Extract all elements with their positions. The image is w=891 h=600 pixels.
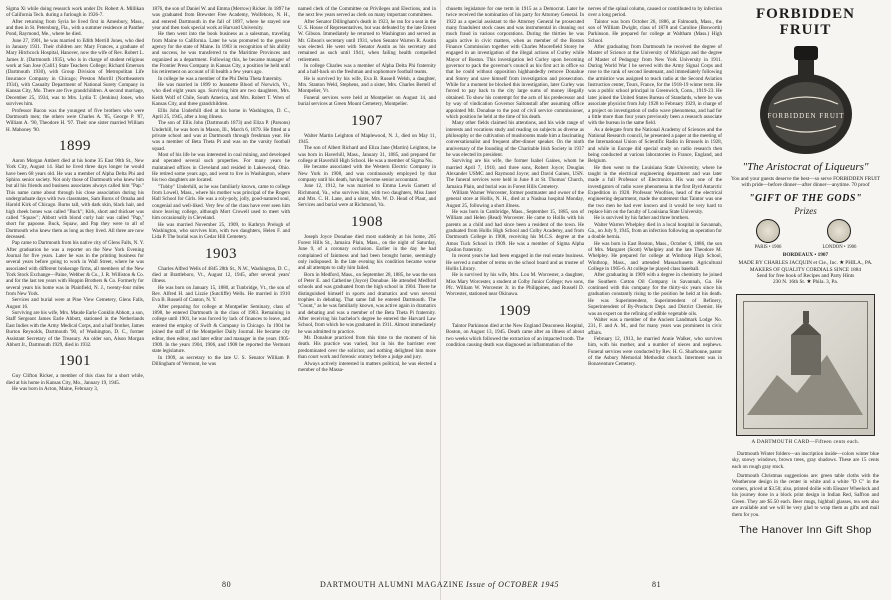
dartmouth-card-image	[736, 294, 875, 436]
paragraph: As a delegate from the National Academy of Sciences and the National Research council, he presented a paper at the meeting of the International Union of Scientific Radio in Brussels in 1928, and while in Europe did special study on radio research then being conducted at various laboratories in France, England, and Belgium.	[588, 126, 722, 165]
paragraph: Surviving are his wife, the former Isabel Gaines, whom he married April 7, 1910, and three sons, Robert Joyce; Douglas Alexander USMC and Raymond Joyce; and David Gaines, USN. The funeral services were held in June 8 at St. Thomas' Church, Jamaica Plain, and burial was in Forest Hills Cemetery.	[446, 158, 584, 190]
paragraph: "Tubby" Underhill, as he was familiarly known, came to college from Lowell, Mass., where his mother was principal of the Rogers Hall School for Girls. He was a roly-poly, jolly, good-natured soul, congenial and well-liked. Very few of the class have ever seen him since leaving college, although Mort Crowell used to meet with him occasionally in Cleveland.	[152, 183, 290, 222]
paragraph: He was married in 1899 to Jeannette Blood of Norwich, Vt., who died eight years ago. Surviving him are two daughters, Mrs. Keith Wolf of Chile, South America, and Mrs. Robert T. Wren of Kansas City, and three grandchildren.	[152, 82, 290, 108]
ad-maker-line: MAKERS OF QUALITY CORDIALS SINCE 1884	[749, 266, 862, 273]
paragraph: He was born in Acton, Maine, February 3,	[12, 385, 99, 392]
ad-prizes-heading: Prizes	[794, 205, 817, 216]
paragraph: June 27, 1901, he was married to Edith Merrill Jones, who died in January 1931. Their children are: Mary Frances, a graduate of Mary Hitchcock Hospital, Hanover, now the wife of Rev. Robert L. James Jr. (Dartmouth 1935), who is in charge of student religious work at San Jose (Calif.) State Teachers College; Richard Emerson (Dartmouth 1930), with Group Division of Metropolitan Life Insurance Company in Chicago; Preston Morrill (Northeastern 1934), with Casualty Department of National Surety Company in Kansas City, Mo. There are five grandchildren. A second marriage, December 25, 1934, was to Mrs. Lydia T. (Jenkins) Jones, who survives him.	[6, 37, 144, 108]
paragraph: The son of Albert Richard and Eliza Jane (Martin) Leighton, he was born in Haverhill, Mass., January 31, 1885, and prepared for college at Haverhill High School. He was a member of Sigma Nu.	[298, 145, 436, 164]
obituary-entry: Charles Alfred Wells of 4845 28th St., N.W., Washington, D. C., died at Brattleboro, Vt., August 12, 1945, after several years' illness.	[152, 265, 290, 285]
paragraph: After Senator Dillingham's death in 1923, he ran for a seat in the U. S. House of Representatives, but was defeated by the late Ernest W. Gibson. Immediately he returned to Washington and served as Mr. Gibson's secretary until 1931, when Senator Warren R. Austin was elected. He went with Senator Austin as his secretary and remained as such until 1941, when failing health compelled retirement.	[298, 18, 436, 63]
class-year-heading: 1909	[499, 302, 531, 319]
paragraph: chusetts legislature for one term in 1915 as a Democrat. Later he twice received the nomination of his party for Attorney General. In 1922 as a special assistant to the Attorney General he prosecuted many fraudulent stock cases and was instrumental in cleaning out much fraud in various corporations. During the thirties he was again active in civic matters, when as member of the Boston Finance Commission together with Charles Moorefield Storey he engaged in an investigation of the illegal actions of Curley while Mayor of Boston. This investigation led Curley upon becoming governor to pack the governor's council as his first act in office so that he could without opposition highhandedly remove Donahue and Storey and save himself from investigation and prosecution. While for a moment he blocked this investigation, later Curley was forced to pay back to the city large sums of money illegally obtained. To show his contempt for the acts of his predecessor and by way of vindication Governor Saltonstall after assuming office appointed Mr. Donahue to the post of civil service commissioner, which position he held at the time of his death.	[446, 6, 584, 120]
medal	[755, 219, 782, 250]
class-year-heading: 1899	[59, 137, 91, 154]
paragraph: In college Charles was a member of Alpha Delta Phi fraternity and a half-back on the freshman and sophomore football teams.	[298, 63, 436, 76]
paragraph: February 12, 1913, he married Annie Walker, who survives him, with his mother, and a number of nieces and nephews. Funeral services were conducted by Rev. H. G. Sharbonne, pastor of the Asbury Memorial Methodist church. Interment was in Bonaventure Cemetery.	[588, 335, 722, 368]
paragraph: Sigma Xi while doing research work under Dr. Robert A. Millikan of California Tech. during a furlough in 1926-7.	[6, 6, 144, 19]
column-page80-middle	[152, 6, 290, 576]
paragraph: He is survived by his wife, Mrs. Lou M. Worcester, a daughter, Miss Mary Worcester, a student at Colby Junior College; two sons, Pfc. William W. Worcester Jr. in the Philippines, and Russell D. Worcester, stationed near Okinawa.	[446, 272, 584, 298]
magazine-name: DARTMOUTH ALUMNI MAGAZINE	[320, 580, 464, 589]
class-year-heading: 1903	[205, 245, 237, 262]
paragraph: Services and burial were at Pine View Cemetery, Glens Falls, August 16.	[6, 297, 144, 310]
column-page80-right	[298, 6, 436, 576]
paragraph: Always actively interested in matters political, he was elected a member of the Massa-	[298, 360, 436, 373]
paragraph: In 1909, as secretary to the late U. S. Senator William P. Dillingham of Vermont, he was	[152, 354, 290, 367]
paragraph: Many other fields claimed his attentions, and his wide range of interests and vocations study and reading on subjects as diverse as philosophy or the cultivation of mushrooms made him a fascinating conversationalist and frequent after-dinner speaker. On the ninth anniversary of the founding of the Charitable Irish Society in 1937 he was elected its president.	[446, 120, 584, 158]
paragraph: After graduating in 1909 with a degree in chemistry he joined the Southern Cotton Oil Company in Savannah, Ga. He continued with this company for the thirty-six years since his graduation constantly rising to the position he held at his death. He was Superintendent, Superintendent of Refinery, Superintendent of By-Products Dept. and District Chemist. He was an expert on the refining of edible vegetable oils.	[588, 272, 722, 317]
obituary-entry: Guy Clifton Ricker, a member of this class for a short while, died at his home in Kansas City, Mo., January 19, 1945.	[6, 373, 144, 386]
paragraph: Taintor was born October 26, 1886, at Falmouth, Mass., the son of William Dwight, class of 1878 and Caroline (Bosworth) Parkinson. He prepared for college at Waltham (Mass.) High School.	[588, 18, 722, 44]
obituary-entry: Walter Martin Leighton of Maplewood, N. J., died on May 11, 1945.	[298, 132, 436, 145]
liqueur-bottle-icon	[746, 42, 866, 157]
paragraph: He was born in Cambridge, Mass., September 15, 1885, son of William and Helen (Read) Worcester. He came to Hollis with his parents as a child and had since been a resident of the town. He graduated from Hollis High School and Colby Academy, and from Dartmouth College in 1908, receiving his M.C.S. degree at the Amos Tuck School in 1909. He was a member of Sigma Alpha Epsilon fraternity.	[446, 209, 584, 254]
page-number-right: 81	[652, 580, 662, 589]
ad-serve-text: You and your guests deserve the best—so serve FORBIDDEN FRUIT with pride—before dinner—after dinner—anytime. 70 proof	[730, 176, 881, 189]
medal-row	[734, 219, 877, 250]
bottle-label-text: FORBIDDEN FRUIT	[766, 112, 845, 120]
paragraph: Dartmouth Winter folders—an inscription inside—colors winter blue sky, snowy windows, brown trees, gray shadows. These are 15 cents each on rough gray stock.	[732, 450, 879, 470]
ad-title: FORBIDDEN FRUIT	[755, 6, 855, 38]
medal-icon	[756, 219, 780, 243]
ad-maker-line: Send for free book of Recipes and Party Hints	[756, 273, 855, 280]
paragraph: Mr. Donahue practiced from this time to the moment of his death. His practice was varied, but in his the barrister ever predominated over the solicitor, and nothing delighted him more than court work and forensic oratory before a judge and jury.	[298, 335, 436, 361]
paragraph: After preparing for college at Montpelier Seminary, class of 1898, he entered Dartmouth in the class of 1903. Remaining in college until 1901, he was forced by lack of finances to leave, and entered the employ of Swift & Company in Chicago. In 1904 he joined the staff of the Montpelier Daily Journal. He became city editor, then editor, and later editor and manager in the years 1905-1909. In the years 1904, 1906, and 1908 he reported the Vermont state legislature.	[152, 303, 290, 355]
page-number-left: 80	[222, 580, 232, 589]
gift-shop-name: The Hanover Inn Gift Shop	[739, 523, 872, 536]
paragraph: The son of Ellis John (Dartmouth 1873) and Eliza P. (Parsons) Underhill, he was born in Mason, Ill., March 6, 1879. He fitted at a private school and was at Dartmouth through freshman year. He was a member of Beta Theta Pi and was on the varsity football squad.	[152, 120, 290, 152]
class-year-heading: 1908	[351, 213, 383, 230]
ad-gift-heading: "GIFT OF THE GODS"	[749, 192, 862, 204]
class-year-heading: 1901	[59, 353, 91, 370]
medal-label: LONDON • 1906	[822, 244, 857, 250]
medal	[822, 219, 856, 250]
ad-tagline: "The Aristocrat of Liqueurs"	[742, 161, 869, 173]
paragraph: He was born in East Boston, Mass., October 6, 1886, the son of Mrs. Margaret (Scott) Whelpley and the late Theodore M. Whelpley. He prepared for college at Winthrop High School, Winthrop, Mass., and attended Massachusetts Agricultural College in 1905-6. At college he played class baseball.	[588, 240, 722, 273]
paragraph: In recent years he had been engaged in the real estate business. He served a number of terms on the school board and as trustee of Hollis Library.	[446, 253, 584, 273]
paragraph: Funeral services were held at Montpelier on August 14, and burial services at Green Mount Cemetery, Montpelier.	[298, 94, 436, 108]
column-page81-middle	[588, 6, 722, 576]
gift-shop-copy	[732, 451, 879, 518]
obituary-entry: Walter Warren Whelpley died in a local hospital in Savannah, Ga., on July 9, 1945, from an infection following an operation for a double hernia.	[588, 221, 722, 241]
column-page81-left	[446, 6, 584, 576]
paragraph: Born in Medford, Mass., on September 28, 1885, he was the son of Peter E. and Catherine (Joyce) Donahue. He attended Medford schools and was graduated from the high school in 1904. There he distinguished himself in sports and dramatics and won several trophies in debating. That same fall he entered Dartmouth. The "Count," as he was familiarly known, was active again in dramatics and debating and was a member of the Beta Theta Pi fraternity. After receiving his bachelor's degree he entered the Harvard Law School, from which he was graduated in 1911. Almost immediately he was admitted to practice.	[298, 271, 436, 335]
paragraph: After graduating from Dartmouth he received the degree of Master of Science at the University of Michigan and the degree of Master of Pedagogy from New York University in 1911. During World War I he served with the Army Signal Corps and rose to the rank of second lieutenant, and immediately following the armistice was assigned to teach radio at the Second Aviation Instruction center, Tours, France, for the 1918-19 winter term. He was a public school principal in Greenwich, Conn., 1919-23. He later joined the United States Bureau of Standards, where he was associate physicist from July 1928 to February 1929, in charge of a project on investigation of radio wave phenomena, and had for a little more than four years previously been a research associate with the bureau in the same field.	[588, 44, 722, 127]
card-caption: A DARTMOUTH CARD—Fifteen cents each.	[751, 438, 860, 445]
obituary-entry: Ellis John Underhill died at his home in Washington, D. C., April 25, 1945, after a long illness.	[152, 107, 290, 120]
paragraph: 1876, the son of Daniel W. and Emma (Merrow) Ricker. In 1897 he was graduated from Brewster Free Academy, Wolfeboro, N. H., and entered Dartmouth in the fall of 1897, where he stayed one year and then took special work at Harvard University.	[152, 6, 290, 32]
paragraph: Most of his life he was interested in coal mining, and developed and operated several such properties. For many years he maintained offices in Cleveland and resided in Lakewood, Ohio. He retired some years ago, and went to live in Washington, where his two daughters are located.	[152, 151, 290, 184]
paragraph: Surviving are his wife, Mrs. Maude Earle Conklin Abbott, a son, Staff Sergeant James Earle Abbott, stationed in the Netherlands East Indies with the Army Medical Corps, and a half brother, James Burton Reynolds, Dartmouth '90, of Washington, D. C., former Assistant Secretary of the Treasury. An older son, Alson Morgan Abbott Jr., Dartmouth 1929, died in 1932.	[6, 310, 144, 348]
paragraph: Pap came to Dartmouth from his native city of Glens Falls, N. Y. After graduation he was a reporter on the New York Evening Journal for five years. Later he was in the printing business for several years before going to work in Wall Street, where he was associated with different brokerage firms, all members of the New York Stock Exchange—Paine, Webber & Co., J. R. Williston & Co. and for the last ten years with Hoppin Brothers & Co. Formerly for several years his home was in Plainfield, N. J., twenty-four miles from New York.	[6, 240, 144, 298]
forbidden-fruit-advertisement	[728, 6, 883, 594]
class-year-heading: 1907	[351, 112, 383, 129]
paragraph: nerves of the spinal column, caused or contributed to by infection over a long period.	[588, 6, 722, 19]
obituary-entry: William Warner Worcester, former postmaster and owner of the general store at Hollis, N. H., died at a Nashua hospital Monday, August 25, following a short illness.	[446, 189, 584, 209]
paragraph: He then went into the book business as a salesman, traveling from Maine to California. Later he was promoted to the general agency for the state of Maine. In 1903 in recognition of his ability and success, he was transferred to the Maritime Provinces and organized as a department. Following this, he became manager of the Frontier Press Company in Kansas City, a position he held until his retirement on account of ill health a few years ago.	[152, 31, 290, 76]
paragraph: Walter was a member of the Ancient Landmark Lodge No. 231, F. and A. M., and for many years was prominent in civic affairs.	[588, 316, 722, 336]
ad-maker-line: 230 N. 16th St. ★ Phila. 3, Pa.	[772, 279, 839, 286]
medal-label: PARIS • 1906	[754, 244, 782, 250]
paragraph: Professor Bacon was the youngest of five brothers who were Dartmouth men; the others were Charles A. '85, George P. '87, William A. '90, Theodore H. '97. Their one sister married William H. Mahoney '90.	[6, 107, 144, 133]
paragraph: June 12, 1912, he was married to Emma Lewis Garnett of Richmond, Va., who survives him, with two daughters, Miss Janet and Mrs. C. H. Lane, and a sister, Mrs. W. D. Head of Plaut, and Services and burial were at Richmond, Va.	[298, 183, 436, 209]
obituary-entry: Aaron Morgan Ambert died at his home 35 East 90th St., New York City, August 14. Had he lived three days longer he would have been 68 years old. He was a member of Alpha Delta Phi and Sphinx senior society. Not only those of Dartmouth who knew him but all his friends and business associates always called him "Pap." This name came about through his close association during his undergraduate days with two classmates, Sam Burns of Omaha and Harold Kirk of Chicago. Burns tall, with dark skin, black hair, and high cheek bones was called "Buck"; Kirk, short and thickset was called "Squaw"; Abbott with blond curly hair was called "Pap," short for papoose. Buck, Squaw, and Pap they were to all of Dartmouth who knew them as long as they lived. All three are now deceased.	[6, 157, 144, 240]
medal-icon	[827, 219, 851, 243]
page-gutter	[440, 0, 441, 600]
paragraph: He is survived by his wife, Eva B. Russell Welsh, a daughter, Mrs. Stanton Weld, Stephens, and a sister, Mrs. Charles Bertell of Montpelier, Vt.	[298, 75, 436, 95]
paragraph: After returning from Syria he lived first in Amesbury, Mass., and then in St. Petersburg, Fla., with a summer residence at Panther Pond, Raymond, Me., where he died.	[6, 18, 144, 38]
paragraph: He was born on January 15, 1880, at Tunbridge, Vt., the son of Rev. Alfred H. and Lizzie (Sutcliffe) Wells. He married in 1910 Eva B. Russell of Canton, N. Y.	[152, 284, 290, 304]
paragraph: In college he was a member of the Phi Delta Theta fraternity.	[158, 75, 283, 82]
column-page80-left	[6, 6, 144, 576]
paragraph: He became associated with the Western Electric Company in New York in 1908, and was continuously employed by that company until his death, having become senior accountant.	[298, 164, 436, 183]
obituary-entry: Joseph Joyce Donahue died most suddenly at his home, 205 Forest Hills St., Jamaica Plain, Mass., on the night of Saturday, June 9, of a coronary occlusion. Earlier in the day he had complained of faintness and had been brought home, seemingly only indisposed. In the late evening his condition became worse and all attempts to rally him failed.	[298, 233, 436, 272]
paragraph: named clerk of the Committee on Privileges and Elections, and in the next few years served as clerk on many important committees.	[298, 6, 436, 19]
ad-maker-line: MADE BY CHARLES JACQUIN et Cie., Inc. ★ PHILA., PA.	[738, 260, 873, 267]
ad-bordeaux: BORDEAUX • 1907	[782, 251, 829, 258]
issue-date: Issue of OCTOBER 1945	[466, 580, 560, 589]
paragraph: He was married November 25, 1909, to Kathryn Prelogh of Washington, who survives him, with two daughters, Helen F. and Lida P. The burial was in Cedar Hill Cemetery.	[152, 221, 290, 241]
paragraph: Dartmouth Christmas suggestions are: green table cloths with the Weatherone design in the center in white and a white "D C" in the corners, priced at $3.50; also, printed doilie with Eleazer Wheelock and his journey done in a block print design in Indian Red, Saffron and Green. They are $5.50 each. Beer mugs, highball glasses, tea sets also are available and we will be very glad to wrap them as gifts and mail them for you.	[732, 473, 879, 518]
obituary-entry: Taintor Parkinson died at the New England Deaconess Hospital, Boston, on August 13, 1945. Death came after an illness of about two weeks which followed the extraction of an impacted tooth. The condition causing death was diagnosed as inflammation of the	[446, 322, 584, 348]
paragraph: He is survived by his father and three brothers.	[594, 215, 690, 222]
paragraph: He then went to the Louisiana State University, where he taught in the electrical engineering department and was later made a full Professor of Electronics. His was one of the investigators of radio wave phenomena in the first Byrd Antarctic Expedition in 1928. Professor Woofries, head of the electrical engineering department, made the statement that Taintor was one the two men he had ever known and it would be very hard to replace him on the faculty of Louisiana State University.	[588, 164, 722, 215]
